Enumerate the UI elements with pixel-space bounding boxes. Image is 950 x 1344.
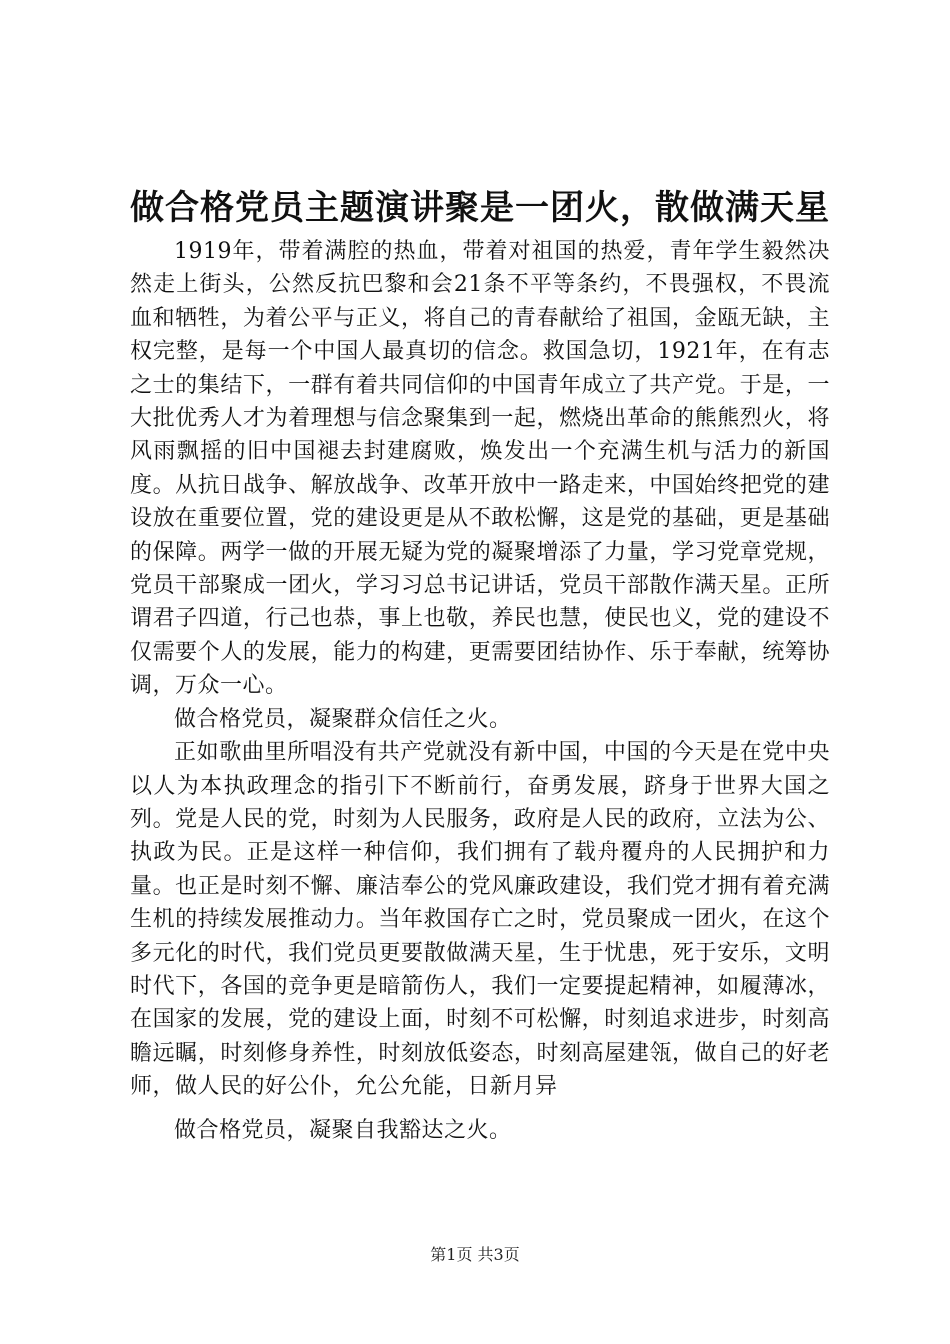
paragraph-3: 正如歌曲里所唱没有共产党就没有新中国，中国的今天是在党中央以人为本执政理念的指引下不断前行，奋勇发展，跻身于世界大国之列。党是人民的党，时刻为人民服务，政府是人民的政府，立法为公、执政为民。正是这样一种信仰，我们拥有了载舟覆舟的人民拥护和力量。也正是时刻不懈、廉洁奉公的党风廉政建设，我们党才拥有着充满生机的持续发展推动力。当年救国存亡之时，党员聚成一团火，在这个多元化的时代，我们党员更要散做满天星，生于忧患，死于安乐，文明时代下，各国的竞争更是暗箭伤人，我们一定要提起精神，如履薄冰，在国家的发展，党的建设上面，时刻不可松懈，时刻追求进步，时刻高瞻远瞩，时刻修身养性，时刻放低姿态，时刻高屋建瓴，做自己的好老师，做人民的好公仆，允公允能，日新月异 <box>130 740 830 1100</box>
document-title: 做合格党员主题演讲聚是一团火，散做满天星 <box>130 188 830 228</box>
paragraph-2: 做合格党员，凝聚群众信任之火。 <box>174 706 512 732</box>
document-body <box>130 235 830 1147</box>
page-number-footer: 第1页 共3页 <box>430 1245 520 1264</box>
paragraph-1: 1919年，带着满腔的热血，带着对祖国的热爱，青年学生毅然决然走上街头，公然反抗巴黎和会21条不平等条约，不畏强权，不畏流血和牺牲，为着公平与正义，将自己的青春献给了祖国，金瓯无缺，主权完整，是每一个中国人最真切的信念。救国急切，1921年，在有志之士的集结下，一群有着共同信仰的中国青年成立了共产党。于是，一大批优秀人才为着理想与信念聚集到一起，燃烧出革命的熊熊烈火，将风雨飘摇的旧中国褪去封建腐败，焕发出一个充满生机与活力的新国度。从抗日战争、解放战争、改革开放中一路走来，中国始终把党的建设放在重要位置，党的建设更是从不敢松懈，这是党的基础，更是基础的保障。两学一做的开展无疑为党的凝聚增添了力量，学习党章党规，党员干部聚成一团火，学习习总书记讲话，党员干部散作满天星。正所谓君子四道，行己也恭，事上也敬，养民也慧，使民也义，党的建设不仅需要个人的发展，能力的构建，更需要团结协作、乐于奉献，统筹协调，万众一心。 <box>130 239 830 699</box>
paragraph-4: 做合格党员，凝聚自我豁达之火。 <box>174 1117 512 1143</box>
